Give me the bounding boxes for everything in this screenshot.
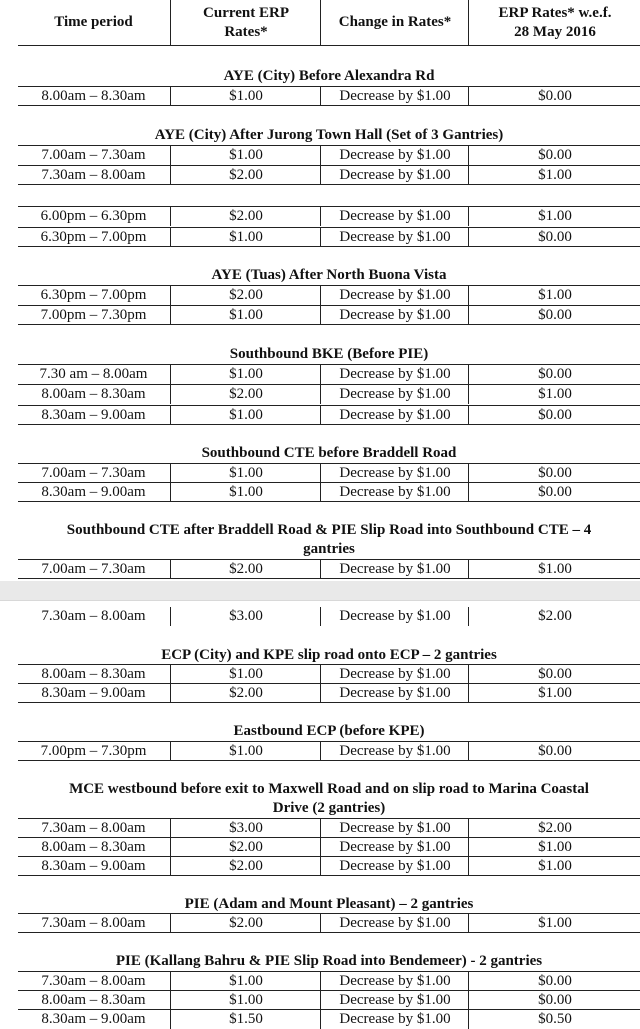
time-period-cell: 7.30 am – 8.00am — [39, 366, 148, 382]
new-rate-cell: $1.00 — [468, 914, 640, 932]
table-row — [18, 305, 640, 325]
table-row — [18, 741, 640, 761]
current-rate-cell: $3.00 — [170, 819, 321, 838]
time-period-cell: 7.00am – 7.30am — [41, 465, 146, 481]
change-cell: Decrease by $1.00 — [320, 857, 469, 875]
change-cell: Decrease by $1.00 — [320, 166, 469, 184]
header-current-rates: Current ERP Rates* — [170, 0, 321, 45]
section-title: Southbound BKE (Before PIE) — [229, 346, 429, 362]
current-rate-cell: $1.00 — [170, 483, 321, 501]
section-title: PIE (Adam and Mount Pleasant) – 2 gantries — [184, 896, 474, 912]
new-rate-cell: $2.00 — [468, 607, 640, 626]
current-rate-cell: $2.00 — [170, 560, 321, 578]
table-row — [18, 463, 640, 483]
current-rate-cell: $1.50 — [170, 1010, 321, 1029]
change-cell: Decrease by $1.00 — [320, 286, 469, 305]
time-period-cell: 8.00am – 8.30am — [41, 88, 146, 104]
table-row — [18, 86, 640, 106]
section-title-line: gantries — [303, 541, 355, 557]
table-row — [18, 405, 640, 425]
new-rate-cell: $1.00 — [468, 838, 640, 857]
section-title — [18, 780, 640, 818]
table-row — [18, 285, 640, 305]
time-period-cell: 7.30am – 8.00am — [41, 167, 146, 183]
time-period-cell: 8.30am – 9.00am — [41, 407, 146, 423]
change-cell: Decrease by $1.00 — [320, 464, 469, 483]
current-rate-cell: $2.00 — [170, 286, 321, 305]
current-rate-cell: $2.00 — [170, 914, 321, 932]
section-title: AYE (Tuas) After North Buona Vista — [211, 267, 447, 283]
change-cell: Decrease by $1.00 — [320, 87, 469, 105]
current-rate-cell: $1.00 — [170, 228, 321, 246]
section-title: AYE (City) After Jurong Town Hall (Set of 3 Gantries) — [154, 127, 504, 143]
change-cell: Decrease by $1.00 — [320, 560, 469, 578]
table-row — [18, 990, 640, 1010]
new-rate-cell: $0.00 — [468, 406, 640, 424]
table-row — [18, 559, 640, 579]
table-row — [18, 683, 640, 703]
table-row — [18, 227, 640, 247]
new-rate-cell: $0.00 — [468, 972, 640, 991]
new-rate-cell: $0.00 — [468, 665, 640, 684]
new-rate-cell: $1.00 — [468, 166, 640, 184]
current-rate-cell: $3.00 — [170, 607, 321, 626]
change-cell: Decrease by $1.00 — [320, 228, 469, 246]
current-rate-cell: $1.00 — [170, 991, 321, 1010]
time-period-cell: 8.30am – 9.00am — [41, 685, 146, 701]
document-page-2 — [0, 600, 640, 1028]
current-rate-cell: $1.00 — [170, 365, 321, 384]
change-cell: Decrease by $1.00 — [320, 385, 469, 404]
current-rate-cell: $1.00 — [170, 665, 321, 684]
time-period-cell: 7.00am – 7.30am — [41, 147, 146, 163]
change-cell: Decrease by $1.00 — [320, 972, 469, 991]
page-gap — [0, 581, 640, 600]
table-row — [18, 1009, 640, 1029]
table-row — [18, 607, 640, 626]
time-period-cell: 8.00am – 8.30am — [41, 992, 146, 1008]
table-row — [18, 206, 640, 226]
current-rate-cell: $2.00 — [170, 207, 321, 226]
table-header — [18, 0, 640, 46]
change-cell: Decrease by $1.00 — [320, 207, 469, 226]
new-rate-cell: $0.00 — [468, 365, 640, 384]
change-cell: Decrease by $1.00 — [320, 665, 469, 684]
section-title-line: MCE westbound before exit to Maxwell Road and on slip road to Marina Coastal — [69, 781, 589, 797]
table-row — [18, 856, 640, 876]
change-cell: Decrease by $1.00 — [320, 819, 469, 838]
time-period-cell: 7.30am – 8.00am — [41, 820, 146, 836]
new-rate-cell: $1.00 — [468, 857, 640, 875]
time-period-cell: 8.30am – 9.00am — [41, 1011, 146, 1027]
change-cell: Decrease by $1.00 — [320, 365, 469, 384]
table-row — [18, 165, 640, 185]
change-cell: Decrease by $1.00 — [320, 1010, 469, 1029]
new-rate-cell: $0.00 — [468, 228, 640, 246]
time-period-cell: 7.30am – 8.00am — [41, 608, 146, 624]
header-change-in-rates: Change in Rates* — [320, 0, 469, 45]
time-period-cell: 7.30am – 8.00am — [41, 973, 146, 989]
change-cell: Decrease by $1.00 — [320, 742, 469, 760]
time-period-cell: 8.30am – 9.00am — [41, 484, 146, 500]
table-row — [18, 837, 640, 857]
change-cell: Decrease by $1.00 — [320, 991, 469, 1010]
time-period-cell: 7.00am – 7.30am — [41, 561, 146, 577]
time-period-cell: 7.00pm – 7.30pm — [40, 307, 147, 323]
section-title: ECP (City) and KPE slip road onto ECP – 2 gantries — [161, 647, 497, 663]
section-title: PIE (Kallang Bahru & PIE Slip Road into Bendemeer) - 2 gantries — [115, 953, 543, 969]
change-cell: Decrease by $1.00 — [320, 684, 469, 702]
time-period-cell: 7.00pm – 7.30pm — [40, 743, 147, 759]
current-rate-cell: $2.00 — [170, 838, 321, 857]
time-period-cell: 6.30pm – 7.00pm — [40, 229, 147, 245]
time-period-cell: 8.00am – 8.30am — [41, 666, 146, 682]
new-rate-cell: $1.00 — [468, 385, 640, 404]
current-rate-cell: $2.00 — [170, 166, 321, 184]
section-title — [18, 521, 640, 559]
table-row — [18, 664, 640, 684]
table-row — [18, 818, 640, 838]
header-new-rates: ERP Rates* w.e.f. 28 May 2016 — [468, 0, 640, 45]
time-period-cell: 8.00am – 8.30am — [41, 386, 146, 402]
time-period-cell: 6.30pm – 7.00pm — [40, 287, 147, 303]
new-rate-cell: $1.00 — [468, 560, 640, 578]
new-rate-cell: $0.50 — [468, 1010, 640, 1029]
time-period-cell: 8.00am – 8.30am — [41, 839, 146, 855]
new-rate-cell: $0.00 — [468, 991, 640, 1010]
table-row — [18, 913, 640, 933]
current-rate-cell: $1.00 — [170, 87, 321, 105]
table-row — [18, 971, 640, 991]
table-row — [18, 364, 640, 384]
change-cell: Decrease by $1.00 — [320, 607, 469, 626]
current-rate-cell: $1.00 — [170, 972, 321, 991]
change-cell: Decrease by $1.00 — [320, 838, 469, 857]
current-rate-cell: $1.00 — [170, 306, 321, 324]
section-title: AYE (City) Before Alexandra Rd — [223, 68, 435, 84]
current-rate-cell: $1.00 — [170, 742, 321, 760]
time-period-cell: 6.00pm – 6.30pm — [40, 208, 147, 224]
current-rate-cell: $2.00 — [170, 385, 321, 404]
new-rate-cell: $2.00 — [468, 819, 640, 838]
change-cell: Decrease by $1.00 — [320, 483, 469, 501]
new-rate-cell: $0.00 — [468, 306, 640, 324]
section-title-line: Southbound CTE after Braddell Road & PIE Slip Road into Southbound CTE – 4 — [66, 522, 592, 538]
current-rate-cell: $2.00 — [170, 684, 321, 702]
current-rate-cell: $1.00 — [170, 406, 321, 424]
section-title: Eastbound ECP (before KPE) — [233, 723, 425, 739]
new-rate-cell: $1.00 — [468, 207, 640, 226]
current-rate-cell: $1.00 — [170, 464, 321, 483]
change-cell: Decrease by $1.00 — [320, 306, 469, 324]
section-title-line: Drive (2 gantries) — [272, 800, 386, 816]
change-cell: Decrease by $1.00 — [320, 146, 469, 165]
table-row — [18, 482, 640, 502]
new-rate-cell: $0.00 — [468, 464, 640, 483]
current-rate-cell: $1.00 — [170, 146, 321, 165]
new-rate-cell: $0.00 — [468, 146, 640, 165]
new-rate-cell: $0.00 — [468, 742, 640, 760]
new-rate-cell: $1.00 — [468, 286, 640, 305]
current-rate-cell: $2.00 — [170, 857, 321, 875]
new-rate-cell: $0.00 — [468, 483, 640, 501]
new-rate-cell: $1.00 — [468, 684, 640, 702]
time-period-cell: 8.30am – 9.00am — [41, 858, 146, 874]
change-cell: Decrease by $1.00 — [320, 406, 469, 424]
header-time-period: Time period — [54, 14, 133, 30]
change-cell: Decrease by $1.00 — [320, 914, 469, 932]
section-title: Southbound CTE before Braddell Road — [201, 445, 457, 461]
table-row — [18, 384, 640, 404]
time-period-cell: 7.30am – 8.00am — [41, 915, 146, 931]
new-rate-cell: $0.00 — [468, 87, 640, 105]
table-row — [18, 145, 640, 165]
